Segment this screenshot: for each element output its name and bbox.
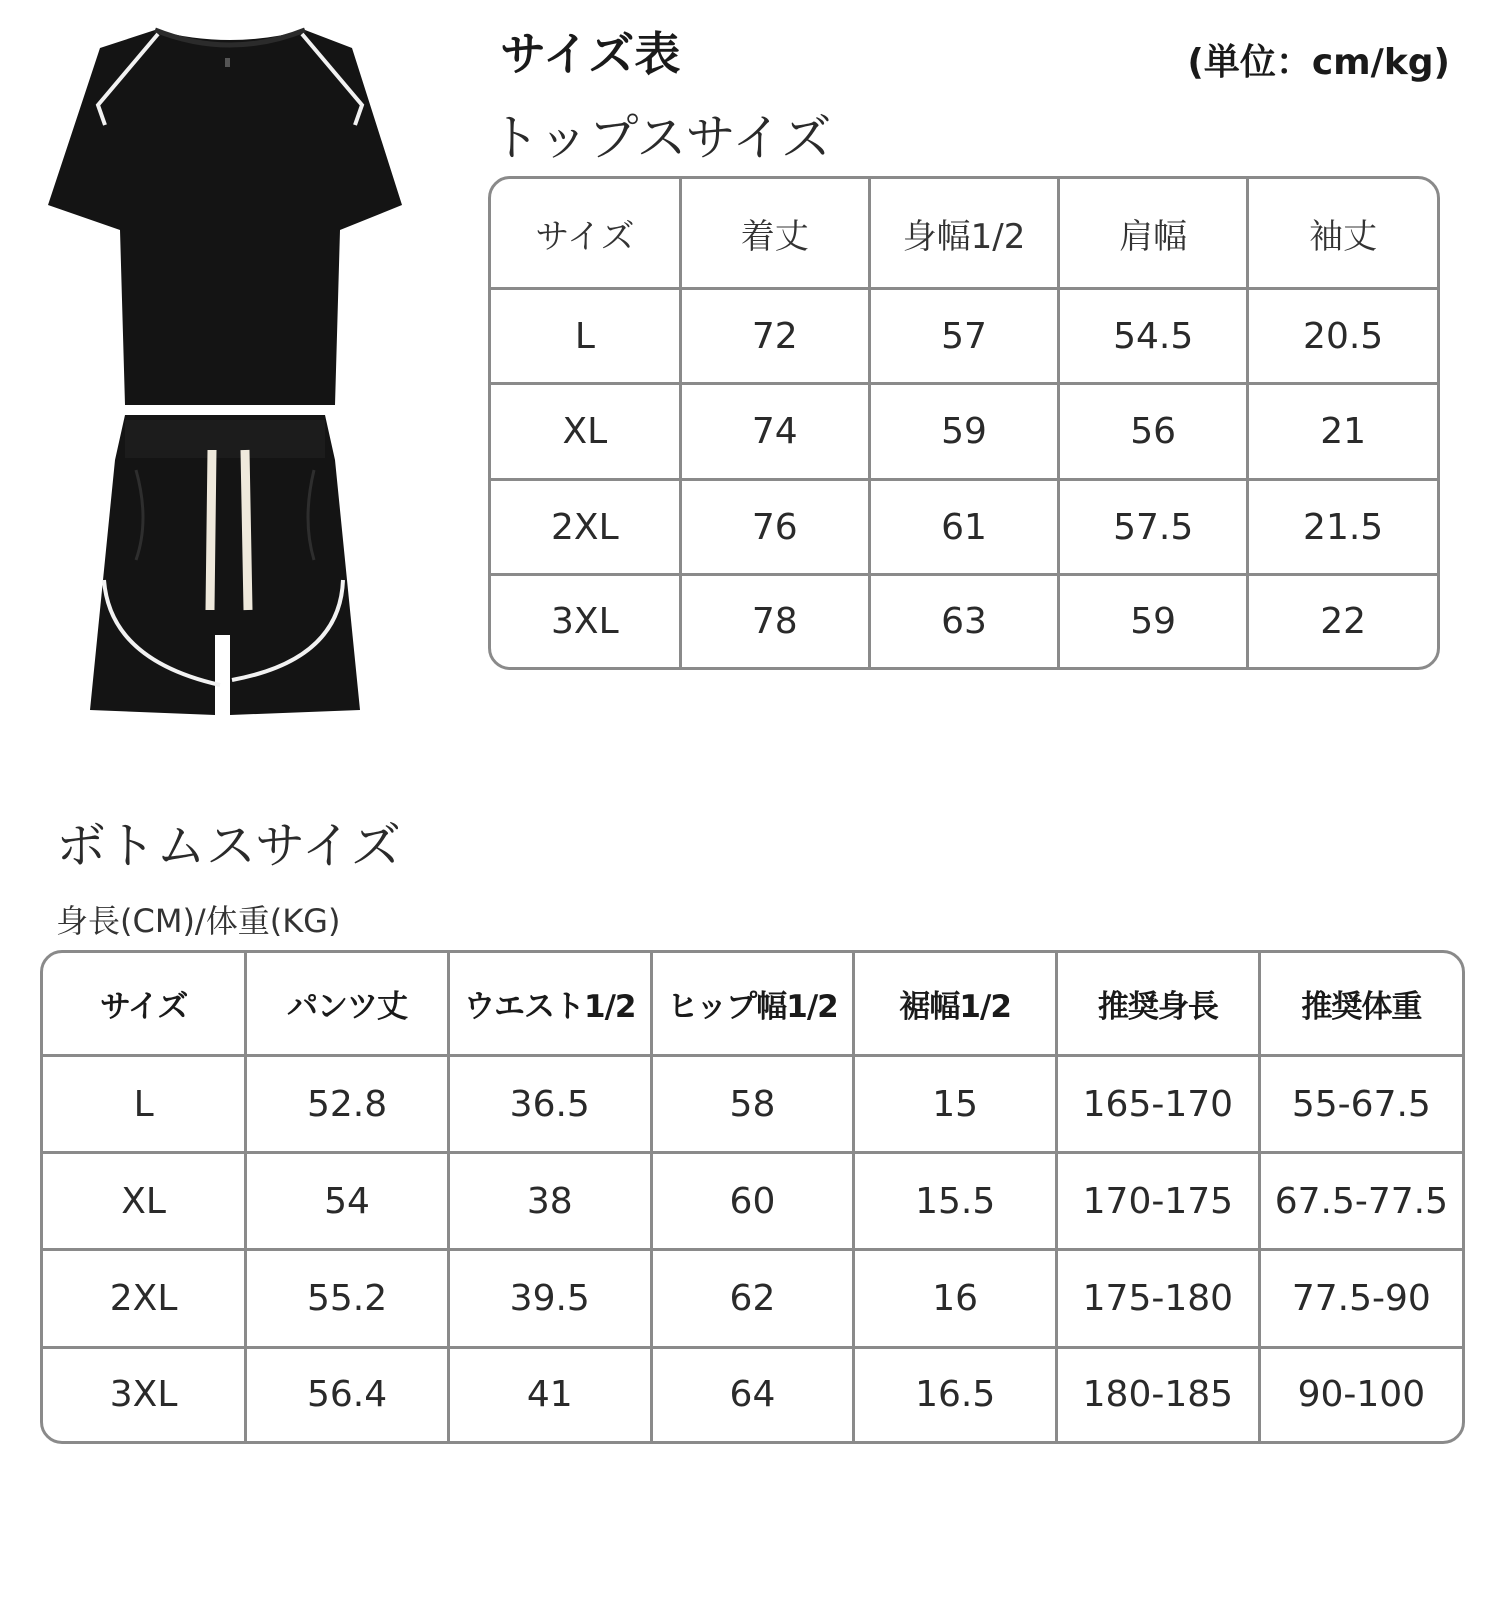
table-cell: L xyxy=(491,289,680,384)
column-header: サイズ xyxy=(43,953,246,1056)
tshirt-image xyxy=(48,30,402,405)
table-cell: 56 xyxy=(1059,384,1248,479)
table-row xyxy=(491,479,1437,574)
table-cell: 3XL xyxy=(491,575,680,667)
table-cell: 67.5-77.5 xyxy=(1259,1153,1462,1250)
table-cell: 3XL xyxy=(43,1347,246,1441)
table-cell: 15 xyxy=(854,1056,1057,1153)
table-cell: 2XL xyxy=(491,479,680,574)
bottoms-subtitle: 身長(CM)/体重(KG) xyxy=(56,902,341,940)
shorts-image xyxy=(90,415,360,715)
table-cell: 64 xyxy=(651,1347,854,1441)
table-cell: 72 xyxy=(680,289,869,384)
page-title: サイズ表 xyxy=(500,27,681,81)
table-row xyxy=(491,575,1437,667)
table-row xyxy=(43,1250,1462,1347)
column-header: 着丈 xyxy=(680,179,869,289)
table-cell: 175-180 xyxy=(1057,1250,1260,1347)
table-cell: 2XL xyxy=(43,1250,246,1347)
table-cell: 54.5 xyxy=(1059,289,1248,384)
table-header-row xyxy=(491,179,1437,289)
column-header: サイズ xyxy=(491,179,680,289)
table-cell: XL xyxy=(491,384,680,479)
column-header: 袖丈 xyxy=(1248,179,1437,289)
tops-size-table xyxy=(488,176,1440,670)
table-cell: 76 xyxy=(680,479,869,574)
column-header: 推奨身長 xyxy=(1057,953,1260,1056)
table-cell: 165-170 xyxy=(1057,1056,1260,1153)
table-header-row xyxy=(43,953,1462,1056)
table-cell: 55.2 xyxy=(246,1250,449,1347)
table-cell: XL xyxy=(43,1153,246,1250)
table-cell: 58 xyxy=(651,1056,854,1153)
product-illustration xyxy=(40,20,420,740)
table-cell: 52.8 xyxy=(246,1056,449,1153)
table-cell: 55-67.5 xyxy=(1259,1056,1462,1153)
table-cell: 56.4 xyxy=(246,1347,449,1441)
table-cell: 41 xyxy=(448,1347,651,1441)
table-cell: 39.5 xyxy=(448,1250,651,1347)
table-row xyxy=(43,1056,1462,1153)
table-row xyxy=(43,1153,1462,1250)
column-header: ヒップ幅1/2 xyxy=(651,953,854,1056)
table-cell: 59 xyxy=(869,384,1058,479)
table-cell: 21 xyxy=(1248,384,1437,479)
bottoms-heading: ボトムスサイズ xyxy=(56,817,401,875)
table-row xyxy=(491,384,1437,479)
table-cell: 61 xyxy=(869,479,1058,574)
table-cell: L xyxy=(43,1056,246,1153)
table-row xyxy=(491,289,1437,384)
column-header: 身幅1/2 xyxy=(869,179,1058,289)
table-cell: 15.5 xyxy=(854,1153,1057,1250)
column-header: 推奨体重 xyxy=(1259,953,1462,1056)
table-cell: 60 xyxy=(651,1153,854,1250)
table-cell: 63 xyxy=(869,575,1058,667)
table-cell: 38 xyxy=(448,1153,651,1250)
table-cell: 54 xyxy=(246,1153,449,1250)
column-header: 肩幅 xyxy=(1059,179,1248,289)
table-cell: 78 xyxy=(680,575,869,667)
unit-label: (単位：cm/kg) xyxy=(1187,42,1450,83)
bottoms-size-table xyxy=(40,950,1465,1444)
table-cell: 62 xyxy=(651,1250,854,1347)
column-header: パンツ丈 xyxy=(246,953,449,1056)
table-cell: 57.5 xyxy=(1059,479,1248,574)
column-header: 裾幅1/2 xyxy=(854,953,1057,1056)
table-cell: 77.5-90 xyxy=(1259,1250,1462,1347)
table-cell: 59 xyxy=(1059,575,1248,667)
table-cell: 22 xyxy=(1248,575,1437,667)
table-cell: 57 xyxy=(869,289,1058,384)
table-cell: 170-175 xyxy=(1057,1153,1260,1250)
column-header: ウエスト1/2 xyxy=(448,953,651,1056)
table-cell: 74 xyxy=(680,384,869,479)
table-cell: 21.5 xyxy=(1248,479,1437,574)
table-cell: 20.5 xyxy=(1248,289,1437,384)
table-cell: 16.5 xyxy=(854,1347,1057,1441)
table-row xyxy=(43,1347,1462,1441)
table-cell: 90-100 xyxy=(1259,1347,1462,1441)
table-cell: 180-185 xyxy=(1057,1347,1260,1441)
table-cell: 36.5 xyxy=(448,1056,651,1153)
tops-heading: トップスサイズ xyxy=(490,109,832,167)
table-cell: 16 xyxy=(854,1250,1057,1347)
